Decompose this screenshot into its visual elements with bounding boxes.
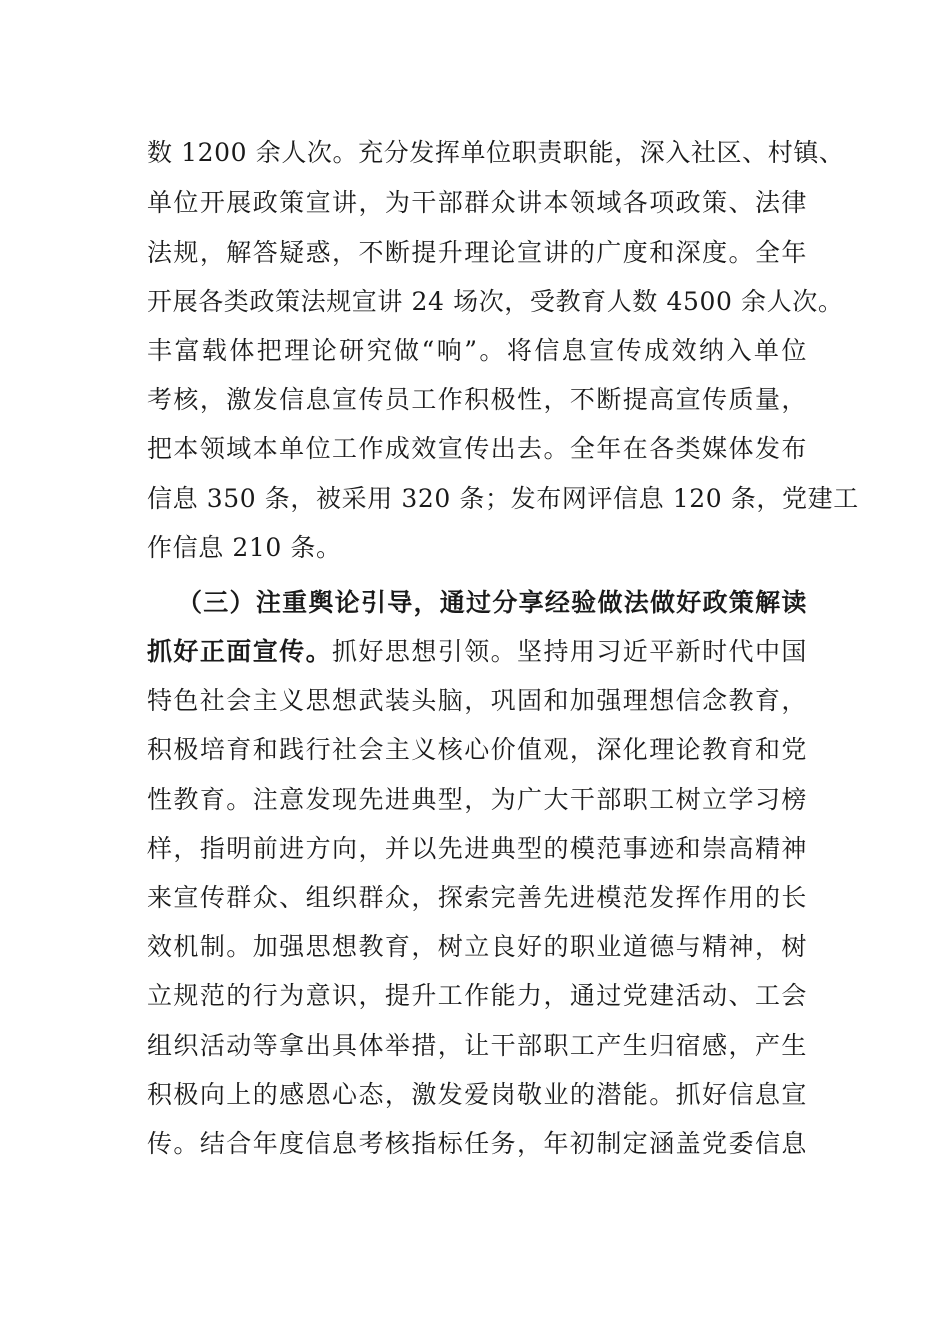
body-line-11: 特色社会主义思想武装头脑，巩固和加强理想信念教育， bbox=[147, 686, 807, 715]
body-line-10: 抓好思想引领。坚持用习近平新时代中国 bbox=[332, 637, 807, 666]
body-line-16: 效机制。加强思想教育，树立良好的职业道德与精神，树 bbox=[147, 932, 807, 961]
section-heading-line-2 bbox=[147, 627, 807, 677]
body-line-19: 积极向上的感恩心态，激发爱岗敬业的潜能。抓好信息宣 bbox=[147, 1080, 807, 1109]
body-line-20: 传。结合年度信息考核指标任务，年初制定涵盖党委信息 bbox=[147, 1129, 807, 1158]
body-line-4: 开展各类政策法规宣讲 24 场次，受教育人数 4500 余人次。 bbox=[147, 287, 844, 316]
body-line-2: 单位开展政策宣讲，为干部群众讲本领域各项政策、法律 bbox=[147, 188, 807, 217]
body-line-1: 数 1200 余人次。充分发挥单位职责职能，深入社区、村镇、 bbox=[147, 138, 845, 167]
body-line-9: 作信息 210 条。 bbox=[147, 533, 342, 562]
section-heading-line-1: （三）注重舆论引导，通过分享经验做法做好政策解读 bbox=[177, 588, 807, 617]
body-line-8: 信息 350 条，被采用 320 条；发布网评信息 120 条，党建工 bbox=[147, 484, 859, 513]
body-line-6: 考核，激发信息宣传员工作积极性，不断提高宣传质量， bbox=[147, 385, 807, 414]
body-line-5: 丰富载体把理论研究做“响”。将信息宣传成效纳入单位 bbox=[147, 336, 807, 365]
body-line-17: 立规范的行为意识，提升工作能力，通过党建活动、工会 bbox=[147, 981, 807, 1010]
section-heading-tail: 抓好正面宣传。 bbox=[147, 637, 333, 666]
body-line-7: 把本领域本单位工作成效宣传出去。全年在各类媒体发布 bbox=[147, 434, 807, 463]
body-line-13: 性教育。注意发现先进典型，为广大干部职工树立学习榜 bbox=[147, 785, 807, 814]
body-line-3: 法规，解答疑惑，不断提升理论宣讲的广度和深度。全年 bbox=[147, 238, 807, 267]
body-line-14: 样，指明前进方向，并以先进典型的模范事迹和崇高精神 bbox=[147, 834, 807, 863]
body-line-15: 来宣传群众、组织群众，探索完善先进模范发挥作用的长 bbox=[147, 883, 807, 912]
body-line-12: 积极培育和践行社会主义核心价值观，深化理论教育和党 bbox=[147, 735, 807, 764]
body-line-18: 组织活动等拿出具体举措，让干部职工产生归宿感，产生 bbox=[147, 1031, 807, 1060]
